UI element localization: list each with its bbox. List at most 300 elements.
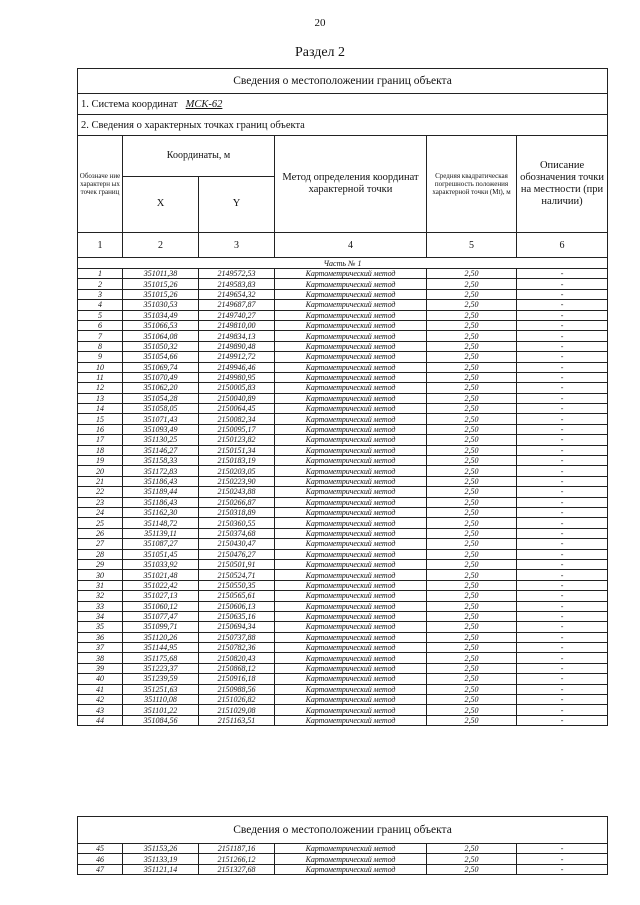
method: Картометрический метод: [275, 663, 427, 673]
description: -: [517, 674, 608, 684]
table-row: [78, 580, 608, 590]
coord-x: 351022,42: [123, 580, 199, 590]
column-number: 2: [123, 233, 199, 258]
coord-y: 2150123,82: [199, 435, 275, 445]
method: Картометрический метод: [275, 715, 427, 725]
description: -: [517, 341, 608, 351]
error: 2,50: [427, 352, 517, 362]
table-row: [78, 352, 608, 362]
error: 2,50: [427, 341, 517, 351]
description: -: [517, 487, 608, 497]
description: -: [517, 362, 608, 372]
coord-x: 351239,59: [123, 674, 199, 684]
point-number: 46: [78, 854, 123, 864]
method: Картометрический метод: [275, 864, 427, 874]
error: 2,50: [427, 632, 517, 642]
error: 2,50: [427, 611, 517, 621]
coord-y: 2150183,19: [199, 456, 275, 466]
point-number: 4: [78, 300, 123, 310]
table-row: [78, 518, 608, 528]
description: -: [517, 549, 608, 559]
method: Картометрический метод: [275, 539, 427, 549]
coord-x: 351030,53: [123, 300, 199, 310]
error: 2,50: [427, 559, 517, 569]
table-row: [78, 653, 608, 663]
table-row: [78, 549, 608, 559]
description: -: [517, 632, 608, 642]
coord-x: 351186,43: [123, 476, 199, 486]
coord-x: 351060,12: [123, 601, 199, 611]
method: Картометрический метод: [275, 695, 427, 705]
table-row: [78, 622, 608, 632]
error: 2,50: [427, 854, 517, 864]
method: Картометрический метод: [275, 601, 427, 611]
method: Картометрический метод: [275, 424, 427, 434]
part-label: Часть № 1: [78, 258, 608, 269]
table-row: [78, 643, 608, 653]
point-number: 32: [78, 591, 123, 601]
coord-y: 2149572,53: [199, 269, 275, 279]
coord-x: 351021,48: [123, 570, 199, 580]
error: 2,50: [427, 445, 517, 455]
coord-y: 2150005,83: [199, 383, 275, 393]
header-error: Средняя квадратическая погрешность положения характерной точки (Mt), м: [427, 136, 517, 233]
error: 2,50: [427, 864, 517, 874]
method: Картометрический метод: [275, 684, 427, 694]
coord-x: 351153,26: [123, 844, 199, 854]
coord-y: 2151327,68: [199, 864, 275, 874]
description: -: [517, 414, 608, 424]
error: 2,50: [427, 310, 517, 320]
method: Картометрический метод: [275, 507, 427, 517]
point-number: 16: [78, 424, 123, 434]
table-row: [78, 539, 608, 549]
coord-y: 2150737,88: [199, 632, 275, 642]
point-number: 34: [78, 611, 123, 621]
description: -: [517, 539, 608, 549]
coord-x: 351223,37: [123, 663, 199, 673]
point-number: 39: [78, 663, 123, 673]
table-row: [78, 487, 608, 497]
description: -: [517, 854, 608, 864]
method: Картометрический метод: [275, 383, 427, 393]
table-title: Сведения о местоположении границ объекта: [78, 69, 608, 94]
coord-y: 2149654,32: [199, 289, 275, 299]
header-y: Y: [199, 177, 275, 233]
table-row: [78, 372, 608, 382]
coord-y: 2151187,16: [199, 844, 275, 854]
coord-x: 351101,22: [123, 705, 199, 715]
coord-x: 351064,08: [123, 331, 199, 341]
table-row: [78, 674, 608, 684]
coord-x: 351050,32: [123, 341, 199, 351]
method: Картометрический метод: [275, 435, 427, 445]
point-number: 29: [78, 559, 123, 569]
method: Картометрический метод: [275, 622, 427, 632]
method: Картометрический метод: [275, 570, 427, 580]
point-number: 31: [78, 580, 123, 590]
method: Картометрический метод: [275, 331, 427, 341]
coord-y: 2150360,55: [199, 518, 275, 528]
description: -: [517, 466, 608, 476]
table-row: [78, 844, 608, 854]
coord-x: 351071,43: [123, 414, 199, 424]
coord-y: 2150694,34: [199, 622, 275, 632]
point-number: 38: [78, 653, 123, 663]
coord-x: 351033,92: [123, 559, 199, 569]
method: Картометрический метод: [275, 559, 427, 569]
point-number: 25: [78, 518, 123, 528]
description: -: [517, 269, 608, 279]
coord-y: 2150374,68: [199, 528, 275, 538]
description: -: [517, 580, 608, 590]
table-row: [78, 310, 608, 320]
method: Картометрический метод: [275, 362, 427, 372]
boundary-points-table: [77, 68, 608, 726]
point-number: 14: [78, 404, 123, 414]
coord-y: 2149912,72: [199, 352, 275, 362]
description: -: [517, 476, 608, 486]
error: 2,50: [427, 476, 517, 486]
table-row: [78, 466, 608, 476]
description: -: [517, 445, 608, 455]
point-number: 19: [78, 456, 123, 466]
coord-x: 351099,71: [123, 622, 199, 632]
point-number: 7: [78, 331, 123, 341]
error: 2,50: [427, 269, 517, 279]
description: -: [517, 497, 608, 507]
error: 2,50: [427, 844, 517, 854]
table-row: [78, 570, 608, 580]
description: -: [517, 424, 608, 434]
method: Картометрический метод: [275, 289, 427, 299]
point-number: 41: [78, 684, 123, 694]
error: 2,50: [427, 424, 517, 434]
error: 2,50: [427, 591, 517, 601]
table-row: [78, 601, 608, 611]
error: 2,50: [427, 362, 517, 372]
coord-y: 2150223,90: [199, 476, 275, 486]
method: Картометрический метод: [275, 591, 427, 601]
description: -: [517, 643, 608, 653]
error: 2,50: [427, 663, 517, 673]
table-row: [78, 695, 608, 705]
coord-y: 2149834,13: [199, 331, 275, 341]
table-row: [78, 279, 608, 289]
description: -: [517, 320, 608, 330]
point-number: 5: [78, 310, 123, 320]
coord-x: 351077,47: [123, 611, 199, 621]
description: -: [517, 393, 608, 403]
point-number: 13: [78, 393, 123, 403]
coord-x: 351058,05: [123, 404, 199, 414]
rows-part-1: [78, 269, 608, 726]
table-row: [78, 528, 608, 538]
rows-part-2: [78, 844, 608, 875]
description: -: [517, 352, 608, 362]
method: Картометрический метод: [275, 269, 427, 279]
coord-x: 351133,19: [123, 854, 199, 864]
coord-x: 351069,74: [123, 362, 199, 372]
method: Картометрический метод: [275, 279, 427, 289]
error: 2,50: [427, 705, 517, 715]
coord-x: 351189,44: [123, 487, 199, 497]
method: Картометрический метод: [275, 643, 427, 653]
coord-y: 2150565,61: [199, 591, 275, 601]
error: 2,50: [427, 279, 517, 289]
coord-y: 2151029,08: [199, 705, 275, 715]
point-number: 20: [78, 466, 123, 476]
error: 2,50: [427, 601, 517, 611]
coord-x: 351146,27: [123, 445, 199, 455]
method: Картометрический метод: [275, 445, 427, 455]
error: 2,50: [427, 320, 517, 330]
method: Картометрический метод: [275, 854, 427, 864]
coord-y: 2151026,82: [199, 695, 275, 705]
error: 2,50: [427, 393, 517, 403]
coord-y: 2149980,95: [199, 372, 275, 382]
table-row: [78, 497, 608, 507]
point-number: 33: [78, 601, 123, 611]
error: 2,50: [427, 622, 517, 632]
method: Картометрический метод: [275, 300, 427, 310]
coord-y: 2150243,88: [199, 487, 275, 497]
point-number: 9: [78, 352, 123, 362]
description: -: [517, 279, 608, 289]
point-number: 6: [78, 320, 123, 330]
description: -: [517, 622, 608, 632]
header-x: X: [123, 177, 199, 233]
error: 2,50: [427, 580, 517, 590]
point-number: 11: [78, 372, 123, 382]
error: 2,50: [427, 528, 517, 538]
column-numbers-row: [78, 233, 608, 258]
coord-y: 2150501,91: [199, 559, 275, 569]
error: 2,50: [427, 289, 517, 299]
error: 2,50: [427, 372, 517, 382]
coord-x: 351027,13: [123, 591, 199, 601]
coord-x: 351148,72: [123, 518, 199, 528]
table-row: [78, 383, 608, 393]
coord-x: 351121,14: [123, 864, 199, 874]
error: 2,50: [427, 507, 517, 517]
method: Картометрический метод: [275, 352, 427, 362]
error: 2,50: [427, 570, 517, 580]
description: -: [517, 404, 608, 414]
coord-y: 2149583,83: [199, 279, 275, 289]
coord-y: 2150524,71: [199, 570, 275, 580]
point-number: 8: [78, 341, 123, 351]
method: Картометрический метод: [275, 414, 427, 424]
description: -: [517, 310, 608, 320]
table-row: [78, 559, 608, 569]
coord-y: 2149687,87: [199, 300, 275, 310]
coord-system-value: МСК-62: [185, 98, 223, 110]
coord-x: 351087,27: [123, 539, 199, 549]
coord-system-row: [78, 94, 608, 115]
table-row: [78, 393, 608, 403]
method: Картометрический метод: [275, 653, 427, 663]
method: Картометрический метод: [275, 456, 427, 466]
point-number: 23: [78, 497, 123, 507]
coord-x: 351120,26: [123, 632, 199, 642]
point-number: 47: [78, 864, 123, 874]
error: 2,50: [427, 518, 517, 528]
method: Картометрический метод: [275, 320, 427, 330]
coord-x: 351175,68: [123, 653, 199, 663]
method: Картометрический метод: [275, 844, 427, 854]
method: Картометрический метод: [275, 404, 427, 414]
description: -: [517, 663, 608, 673]
coord-x: 351011,38: [123, 269, 199, 279]
table2-title: Сведения о местоположении границ объекта: [78, 817, 608, 844]
coord-y: 2150266,87: [199, 497, 275, 507]
description: -: [517, 289, 608, 299]
point-number: 3: [78, 289, 123, 299]
table-row: [78, 404, 608, 414]
error: 2,50: [427, 539, 517, 549]
error: 2,50: [427, 331, 517, 341]
coord-x: 351144,95: [123, 643, 199, 653]
method: Картометрический метод: [275, 518, 427, 528]
method: Картометрический метод: [275, 487, 427, 497]
point-number: 27: [78, 539, 123, 549]
table-row: [78, 362, 608, 372]
table-row: [78, 663, 608, 673]
column-number: 1: [78, 233, 123, 258]
coord-y: 2150988,56: [199, 684, 275, 694]
description: -: [517, 372, 608, 382]
point-number: 18: [78, 445, 123, 455]
table-row: [78, 632, 608, 642]
coord-y: 2149946,46: [199, 362, 275, 372]
point-number: 28: [78, 549, 123, 559]
error: 2,50: [427, 487, 517, 497]
table-row: [78, 289, 608, 299]
error: 2,50: [427, 383, 517, 393]
coord-x: 351110,08: [123, 695, 199, 705]
coord-system-label: 1. Система координат: [81, 98, 178, 110]
table-row: [78, 424, 608, 434]
error: 2,50: [427, 684, 517, 694]
description: -: [517, 300, 608, 310]
method: Картометрический метод: [275, 476, 427, 486]
description: -: [517, 695, 608, 705]
description: -: [517, 601, 608, 611]
table-row: [78, 715, 608, 725]
coord-x: 351070,49: [123, 372, 199, 382]
description: -: [517, 383, 608, 393]
point-number: 36: [78, 632, 123, 642]
description: -: [517, 653, 608, 663]
description: -: [517, 456, 608, 466]
description: -: [517, 331, 608, 341]
error: 2,50: [427, 456, 517, 466]
table-row: [78, 591, 608, 601]
table-row: [78, 507, 608, 517]
header-method: Метод определения координат характерной точки: [275, 136, 427, 233]
coord-y: 2150203,05: [199, 466, 275, 476]
description: -: [517, 559, 608, 569]
point-number: 26: [78, 528, 123, 538]
coord-y: 2150868,12: [199, 663, 275, 673]
section-title: Раздел 2: [294, 45, 346, 60]
coord-y: 2149890,48: [199, 341, 275, 351]
point-number: 10: [78, 362, 123, 372]
point-number: 44: [78, 715, 123, 725]
coord-x: 351084,56: [123, 715, 199, 725]
description: -: [517, 611, 608, 621]
coord-x: 351034,49: [123, 310, 199, 320]
description: -: [517, 864, 608, 874]
description: -: [517, 507, 608, 517]
method: Картометрический метод: [275, 674, 427, 684]
coord-y: 2150635,16: [199, 611, 275, 621]
point-number: 17: [78, 435, 123, 445]
point-number: 40: [78, 674, 123, 684]
point-number: 30: [78, 570, 123, 580]
coord-x: 351015,26: [123, 289, 199, 299]
table-row: [78, 611, 608, 621]
error: 2,50: [427, 300, 517, 310]
description: -: [517, 591, 608, 601]
error: 2,50: [427, 695, 517, 705]
column-number: 3: [199, 233, 275, 258]
coord-x: 351251,63: [123, 684, 199, 694]
points-label: 2. Сведения о характерных точках границ объекта: [78, 115, 608, 136]
error: 2,50: [427, 549, 517, 559]
method: Картометрический метод: [275, 549, 427, 559]
coord-x: 351015,26: [123, 279, 199, 289]
boundary-points-table-continued: [77, 816, 608, 875]
coord-y: 2150550,35: [199, 580, 275, 590]
table-row: [78, 300, 608, 310]
error: 2,50: [427, 404, 517, 414]
coord-y: 2149810,00: [199, 320, 275, 330]
coord-x: 351130,25: [123, 435, 199, 445]
method: Картометрический метод: [275, 466, 427, 476]
coord-y: 2150916,18: [199, 674, 275, 684]
coord-y: 2149740,27: [199, 310, 275, 320]
table-row: [78, 435, 608, 445]
table-row: [78, 269, 608, 279]
method: Картометрический метод: [275, 372, 427, 382]
coord-y: 2150782,36: [199, 643, 275, 653]
header-coordinates: Координаты, м: [123, 136, 275, 177]
method: Картометрический метод: [275, 310, 427, 320]
description: -: [517, 570, 608, 580]
coord-x: 351162,30: [123, 507, 199, 517]
point-number: 45: [78, 844, 123, 854]
coord-x: 351139,11: [123, 528, 199, 538]
description: -: [517, 518, 608, 528]
description: -: [517, 684, 608, 694]
point-number: 22: [78, 487, 123, 497]
coord-y: 2150476,27: [199, 549, 275, 559]
coord-x: 351062,20: [123, 383, 199, 393]
coord-x: 351093,49: [123, 424, 199, 434]
method: Картометрический метод: [275, 632, 427, 642]
description: -: [517, 715, 608, 725]
page-number: 20: [314, 17, 326, 29]
error: 2,50: [427, 435, 517, 445]
coord-x: 351066,53: [123, 320, 199, 330]
point-number: 21: [78, 476, 123, 486]
point-number: 15: [78, 414, 123, 424]
point-number: 42: [78, 695, 123, 705]
method: Картометрический метод: [275, 705, 427, 715]
coord-y: 2151266,12: [199, 854, 275, 864]
